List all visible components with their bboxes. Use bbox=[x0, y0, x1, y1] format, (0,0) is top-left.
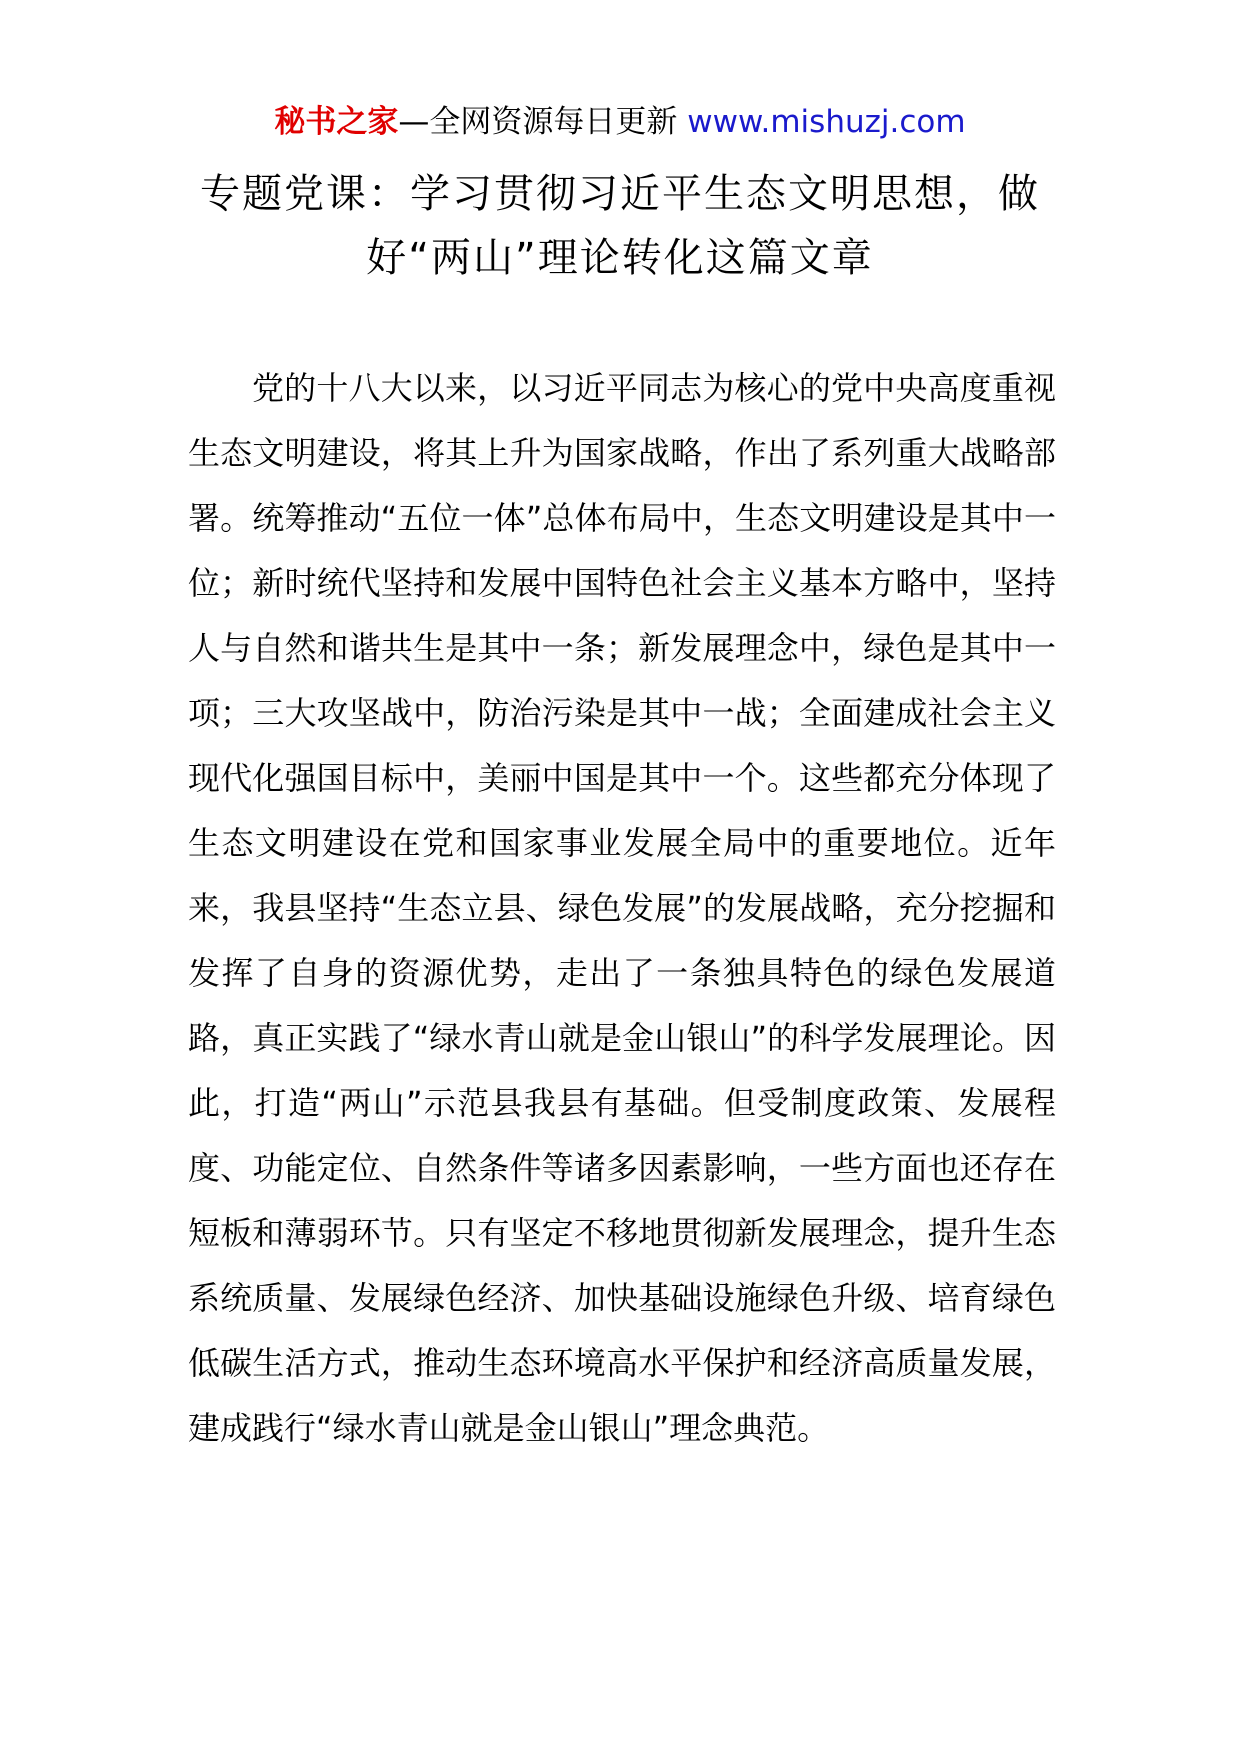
brand-name: 秘书之家 bbox=[274, 104, 399, 140]
document-title: 专题党课：学习贯彻习近平生态文明思想，做好“两山”理论转化这篇文章 bbox=[200, 171, 1040, 281]
website-link[interactable]: www.mishuzj.com bbox=[687, 104, 966, 140]
body-paragraph: 党的十八大以来，以习近平同志为核心的党中央高度重视生态文明建设，将其上升为国家战略，作出了系列重大战略部署。统筹推动“五位一体”总体布局中，生态文明建设是其中一位；新时统代坚持和发展中国特色社会主义基本方略中，坚持人与自然和谐共生是其中一条；新发展理念中，绿色是其中一项；三大攻坚战中，防治污染是其中一战；全面建成社会主义现代化强国目标中，美丽中国是其中一个。这些都充分体现了生态文明建设在党和国家事业发展全局中的重要地位。近年来，我县坚持“生态立县、绿色发展”的发展战略，充分挖掘和发挥了自身的资源优势，走出了一条独具特色的绿色发展道路，真正实践了“绿水青山就是金山银山”的科学发展理论。因此，打造“两山”示范县我县有基础。但受制度政策、发展程度、功能定位、自然条件等诸多因素影响，一些方面也还存在短板和薄弱环节。只有坚定不移地贯彻新发展理念，提升生态系统质量、发展绿色经济、加快基础设施绿色升级、培育绿色低碳生活方式，推动生态环境高水平保护和经济高质量发展，建成践行“绿水青山就是金山银山”理念典范。 bbox=[188, 369, 1056, 1447]
page-header bbox=[0, 100, 1240, 144]
header-tagline: —全网资源每日更新 bbox=[398, 104, 678, 140]
